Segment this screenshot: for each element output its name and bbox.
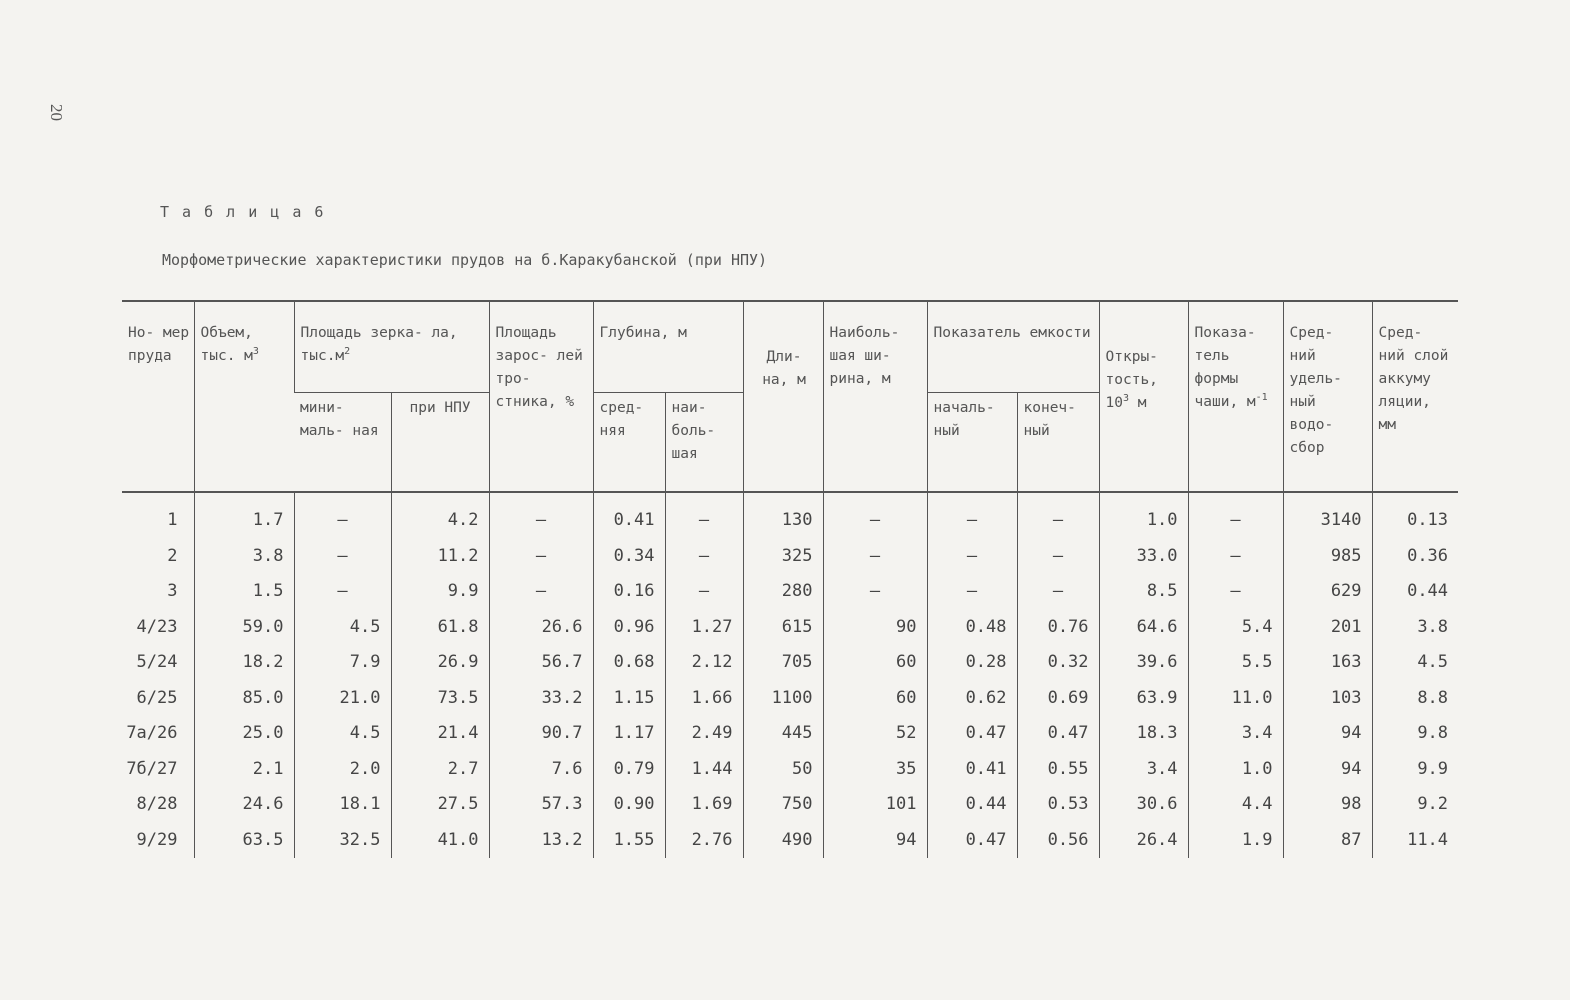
- table-cell: 201: [1283, 610, 1372, 646]
- table-cell: 18.3: [1099, 716, 1188, 752]
- table-cell: 94: [823, 823, 927, 859]
- table-cell: 98: [1283, 787, 1372, 823]
- table-cell: 0.96: [593, 610, 665, 646]
- header-mirror-npu: при НПУ: [391, 393, 489, 493]
- table-cell: 2.76: [665, 823, 743, 859]
- table-cell: 56.7: [489, 645, 593, 681]
- header-mirror-min: мини- маль- ная: [294, 393, 391, 493]
- table-cell: 59.0: [194, 610, 294, 646]
- page-number: 20: [47, 104, 66, 121]
- table-cell: 1.17: [593, 716, 665, 752]
- table-cell: 0.41: [927, 752, 1017, 788]
- table-cell: 25.0: [194, 716, 294, 752]
- table-cell: 9.2: [1372, 787, 1458, 823]
- table-cell: 7б/27: [126, 758, 178, 779]
- table-cell: 1.44: [665, 752, 743, 788]
- table-cell: 7а/26: [126, 723, 178, 743]
- header-depth-max: наи- боль- шая: [665, 393, 743, 493]
- table-cell: –: [294, 492, 391, 539]
- table-cell: 9.8: [1372, 716, 1458, 752]
- table-cell: –: [294, 574, 391, 610]
- table-cell: 3.4: [1099, 752, 1188, 788]
- table-cell: 629: [1283, 574, 1372, 610]
- table-cell: 33.2: [489, 681, 593, 717]
- table-cell: 1: [167, 510, 178, 530]
- table-row: [122, 574, 1458, 610]
- table-cell: 87: [1283, 823, 1372, 859]
- table-cell: 21.4: [391, 716, 489, 752]
- table-cell: –: [927, 492, 1017, 539]
- table-cell: 4.2: [391, 492, 489, 539]
- table-cell: –: [1017, 574, 1099, 610]
- table-cell: 2.7: [391, 752, 489, 788]
- table-cell: –: [489, 539, 593, 575]
- table-cell: 615: [743, 610, 823, 646]
- table-cell: 0.32: [1017, 645, 1099, 681]
- table-cell: 2.49: [665, 716, 743, 752]
- table-cell: 30.6: [1099, 787, 1188, 823]
- header-depth: Глубина, м: [593, 301, 743, 393]
- table-cell: 4.5: [1372, 645, 1458, 681]
- header-capacity-final: конеч- ный: [1017, 393, 1099, 493]
- table-cell: 1.7: [194, 492, 294, 539]
- table-cell: 18.1: [294, 787, 391, 823]
- table-cell: 57.3: [489, 787, 593, 823]
- table-cell: –: [294, 539, 391, 575]
- table-row: [122, 610, 1458, 646]
- header-catchment: Сред- ний удель- ный водо- сбор: [1283, 301, 1372, 492]
- header-length: Дли- на, м: [743, 301, 823, 492]
- table-cell: 26.9: [391, 645, 489, 681]
- table-cell: 1.69: [665, 787, 743, 823]
- table-cell: 163: [1283, 645, 1372, 681]
- table-cell: 5.4: [1188, 610, 1283, 646]
- table-cell: 26.4: [1099, 823, 1188, 859]
- table-cell: 35: [823, 752, 927, 788]
- table-cell: 1.5: [194, 574, 294, 610]
- table-cell: 445: [743, 716, 823, 752]
- table-cell: 0.13: [1372, 492, 1458, 539]
- header-max-width: Наиболь- шая ши- рина, м: [823, 301, 927, 492]
- table-cell: –: [489, 492, 593, 539]
- header-accum-layer: Сред- ний слой аккуму ляции, мм: [1372, 301, 1458, 492]
- table-cell: 0.48: [927, 610, 1017, 646]
- table-cell: 130: [743, 492, 823, 539]
- table-cell: 64.6: [1099, 610, 1188, 646]
- table-cell: 5/24: [136, 652, 178, 672]
- header-shape-index: Показа- тель формы чаши, $м^{-1}$: [1188, 301, 1283, 492]
- table-cell: 8.8: [1372, 681, 1458, 717]
- table-cell: 60: [823, 681, 927, 717]
- table-cell: 27.5: [391, 787, 489, 823]
- table-cell: 2.0: [294, 752, 391, 788]
- table-cell: 1.0: [1099, 492, 1188, 539]
- table-cell: 18.2: [194, 645, 294, 681]
- table-cell: 0.44: [1372, 574, 1458, 610]
- table-cell: 26.6: [489, 610, 593, 646]
- table-cell: 0.47: [927, 716, 1017, 752]
- table-cell: 73.5: [391, 681, 489, 717]
- table-cell: 3140: [1283, 492, 1372, 539]
- table-cell: –: [665, 492, 743, 539]
- table-cell: 13.2: [489, 823, 593, 859]
- table-cell: –: [823, 574, 927, 610]
- header-volume: Объем, тыс. $м^3$: [194, 301, 294, 492]
- table-cell: 1.15: [593, 681, 665, 717]
- table-cell: 7.9: [294, 645, 391, 681]
- table-cell: 21.0: [294, 681, 391, 717]
- table-cell: 0.56: [1017, 823, 1099, 859]
- table-cell: 280: [743, 574, 823, 610]
- table-cell: 3.8: [194, 539, 294, 575]
- table-row: [122, 681, 1458, 717]
- table-cell: 1.9: [1188, 823, 1283, 859]
- table-cell: 11.0: [1188, 681, 1283, 717]
- table-row: [122, 752, 1458, 788]
- header-capacity-initial: началь- ный: [927, 393, 1017, 493]
- table-row: [122, 645, 1458, 681]
- table-cell: 0.79: [593, 752, 665, 788]
- table-cell: 750: [743, 787, 823, 823]
- table-cell: 0.53: [1017, 787, 1099, 823]
- morphometric-table: [122, 300, 1458, 858]
- table-label: Т а б л и ц а 6: [160, 203, 326, 221]
- table-cell: 50: [743, 752, 823, 788]
- table-cell: 0.28: [927, 645, 1017, 681]
- table-cell: 4.4: [1188, 787, 1283, 823]
- table-cell: 32.5: [294, 823, 391, 859]
- table-cell: 0.69: [1017, 681, 1099, 717]
- table-cell: 0.34: [593, 539, 665, 575]
- table-cell: 11.2: [391, 539, 489, 575]
- table-cell: 2.12: [665, 645, 743, 681]
- table-cell: 325: [743, 539, 823, 575]
- table-cell: 33.0: [1099, 539, 1188, 575]
- table-cell: 8.5: [1099, 574, 1188, 610]
- table-row: [122, 716, 1458, 752]
- header-openness: Откры- тость, $10^3$ м: [1099, 301, 1188, 492]
- table-cell: 705: [743, 645, 823, 681]
- table-cell: 1.27: [665, 610, 743, 646]
- table-cell: 0.36: [1372, 539, 1458, 575]
- table-cell: 85.0: [194, 681, 294, 717]
- header-depth-avg: сред- няя: [593, 393, 665, 493]
- table-cell: 103: [1283, 681, 1372, 717]
- table-cell: 4.5: [294, 716, 391, 752]
- table-cell: –: [665, 574, 743, 610]
- table-cell: 3.8: [1372, 610, 1458, 646]
- table-cell: 2: [167, 545, 178, 566]
- table-row: [122, 823, 1458, 859]
- header-reed-area: Площадь зарос- лей тро- стника, %: [489, 301, 593, 492]
- table-cell: 94: [1283, 752, 1372, 788]
- table-cell: 0.47: [927, 823, 1017, 859]
- table-cell: 9/29: [136, 829, 178, 850]
- table-cell: 0.47: [1017, 716, 1099, 752]
- table-cell: 7.6: [489, 752, 593, 788]
- table-cell: 9.9: [391, 574, 489, 610]
- table-cell: 8/28: [136, 794, 178, 814]
- table-caption: Морфометрические характеристики прудов на б.Каракубанской (при НПУ): [162, 251, 768, 269]
- table-cell: 63.5: [194, 823, 294, 859]
- table-cell: 39.6: [1099, 645, 1188, 681]
- header-mirror-area: Площадь зерка- ла, $тыс.м^2$: [294, 301, 489, 393]
- table-cell: –: [823, 492, 927, 539]
- table-row: [122, 539, 1458, 575]
- table-cell: 5.5: [1188, 645, 1283, 681]
- table-cell: 11.4: [1372, 823, 1458, 859]
- table-cell: 4.5: [294, 610, 391, 646]
- table-cell: 0.76: [1017, 610, 1099, 646]
- table-cell: –: [1188, 492, 1283, 539]
- table-cell: 1100: [743, 681, 823, 717]
- table-row: [122, 787, 1458, 823]
- table-cell: 60: [823, 645, 927, 681]
- table-cell: –: [1188, 539, 1283, 575]
- table-cell: 985: [1283, 539, 1372, 575]
- table-cell: 3.4: [1188, 716, 1283, 752]
- table-cell: –: [1017, 492, 1099, 539]
- table-cell: 90.7: [489, 716, 593, 752]
- table-cell: 1.55: [593, 823, 665, 859]
- table-cell: 4/23: [136, 616, 178, 637]
- table-cell: 3: [167, 581, 178, 601]
- table-cell: 101: [823, 787, 927, 823]
- table-cell: –: [823, 539, 927, 575]
- table-cell: –: [1188, 574, 1283, 610]
- table-cell: –: [927, 539, 1017, 575]
- table-cell: 0.55: [1017, 752, 1099, 788]
- table-cell: –: [1017, 539, 1099, 575]
- table-cell: 61.8: [391, 610, 489, 646]
- table-cell: 90: [823, 610, 927, 646]
- header-pond-number: Но- мер пруда: [122, 301, 194, 492]
- table-cell: 41.0: [391, 823, 489, 859]
- table-cell: 0.68: [593, 645, 665, 681]
- table-row: [122, 492, 1458, 539]
- table-cell: 0.44: [927, 787, 1017, 823]
- table-cell: 6/25: [136, 687, 178, 708]
- table-cell: 9.9: [1372, 752, 1458, 788]
- table-cell: 63.9: [1099, 681, 1188, 717]
- table-cell: 24.6: [194, 787, 294, 823]
- table-cell: –: [927, 574, 1017, 610]
- table-cell: 94: [1283, 716, 1372, 752]
- table-cell: 0.90: [593, 787, 665, 823]
- table-cell: 52: [823, 716, 927, 752]
- table-cell: –: [489, 574, 593, 610]
- table-cell: 2.1: [194, 752, 294, 788]
- table-cell: 1.66: [665, 681, 743, 717]
- table-cell: –: [665, 539, 743, 575]
- table-body: [122, 492, 1458, 858]
- table-cell: 490: [743, 823, 823, 859]
- table-cell: 0.62: [927, 681, 1017, 717]
- header-capacity-index: Показатель емкости: [927, 301, 1099, 393]
- table-cell: 1.0: [1188, 752, 1283, 788]
- table-cell: 0.16: [593, 574, 665, 610]
- table-cell: 0.41: [593, 492, 665, 539]
